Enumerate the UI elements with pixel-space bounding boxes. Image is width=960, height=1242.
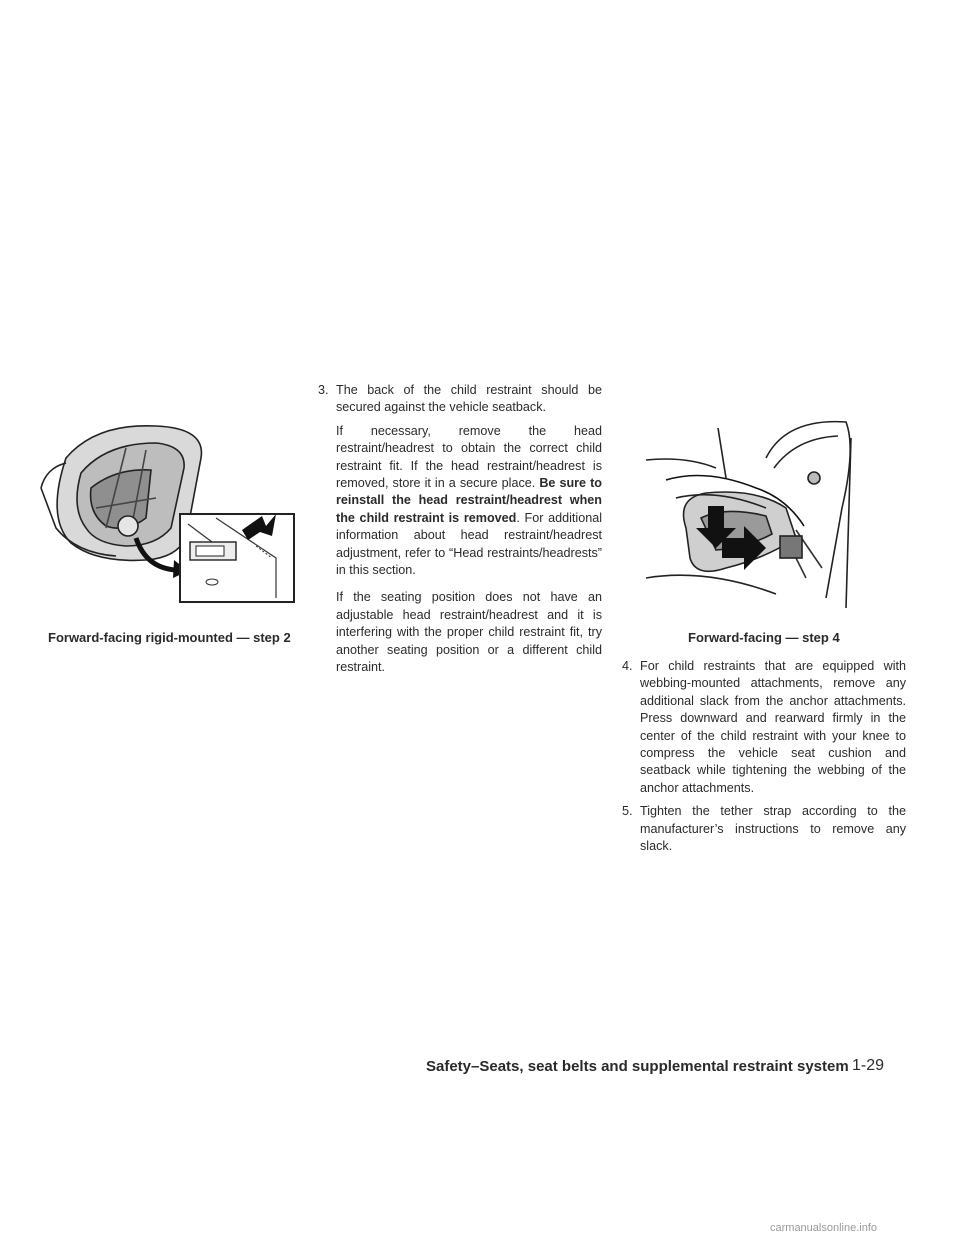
step-3 — [318, 382, 602, 417]
step-text: For child restraints that are equipped with webbing-mounted attachments, remove any additional slack from the anchor attachments. Press downward and rearward firmly in the center of the child restraint with your knee to compress the vehicle seat cushion and seatback while tightening the webbing of the anchor attachments. — [640, 659, 906, 795]
paragraph-warning: Be sure to reinstall the head restraint/headrest when the child restraint is removed — [336, 476, 602, 525]
step-number: 4. — [622, 659, 633, 673]
step-text: The back of the child restraint should be secured against the vehicle seatback. — [336, 383, 602, 415]
figure-child-seat-rigid-mounted — [36, 418, 300, 608]
paragraph-text-tail: . For additional information about head restraint/headrest adjustment, refer to “Head restraints/headrests” in this section. — [336, 510, 603, 578]
paragraph-seating-position: If the seating position does not have an adjustable head restraint/headrest and it is interfering with the proper child restraint fit, try another seating position or a different child restraint. — [336, 590, 602, 675]
figure-caption-right: Forward-facing — step 4 — [688, 630, 840, 645]
figure-caption-left: Forward-facing rigid-mounted — step 2 — [48, 630, 291, 645]
step-text: Tighten the tether strap according to the manufacturer’s instructions to remove any slack. — [640, 804, 906, 854]
paragraph-head-restraint — [318, 423, 602, 580]
section-title: Safety–Seats, seat belts and supplemental restraint system — [426, 1058, 849, 1075]
middle-column — [318, 382, 602, 687]
step-5 — [622, 803, 906, 855]
figure-forward-facing-step4 — [646, 418, 910, 608]
tether-illustration — [646, 418, 910, 608]
paragraph-text: If necessary, remove the head restraint/headrest to obtain the correct child restraint fit. If the head restraint/headrest is removed, store it in a secure place. — [336, 423, 602, 491]
step-number: 5. — [622, 804, 633, 819]
watermark: carmanualsonline.info — [770, 1222, 878, 1234]
page-number: 1-29 — [852, 1057, 885, 1074]
right-column — [622, 658, 906, 861]
step-number: 3. — [318, 383, 329, 397]
step-4 — [622, 658, 906, 797]
child-seat-illustration — [36, 418, 300, 608]
